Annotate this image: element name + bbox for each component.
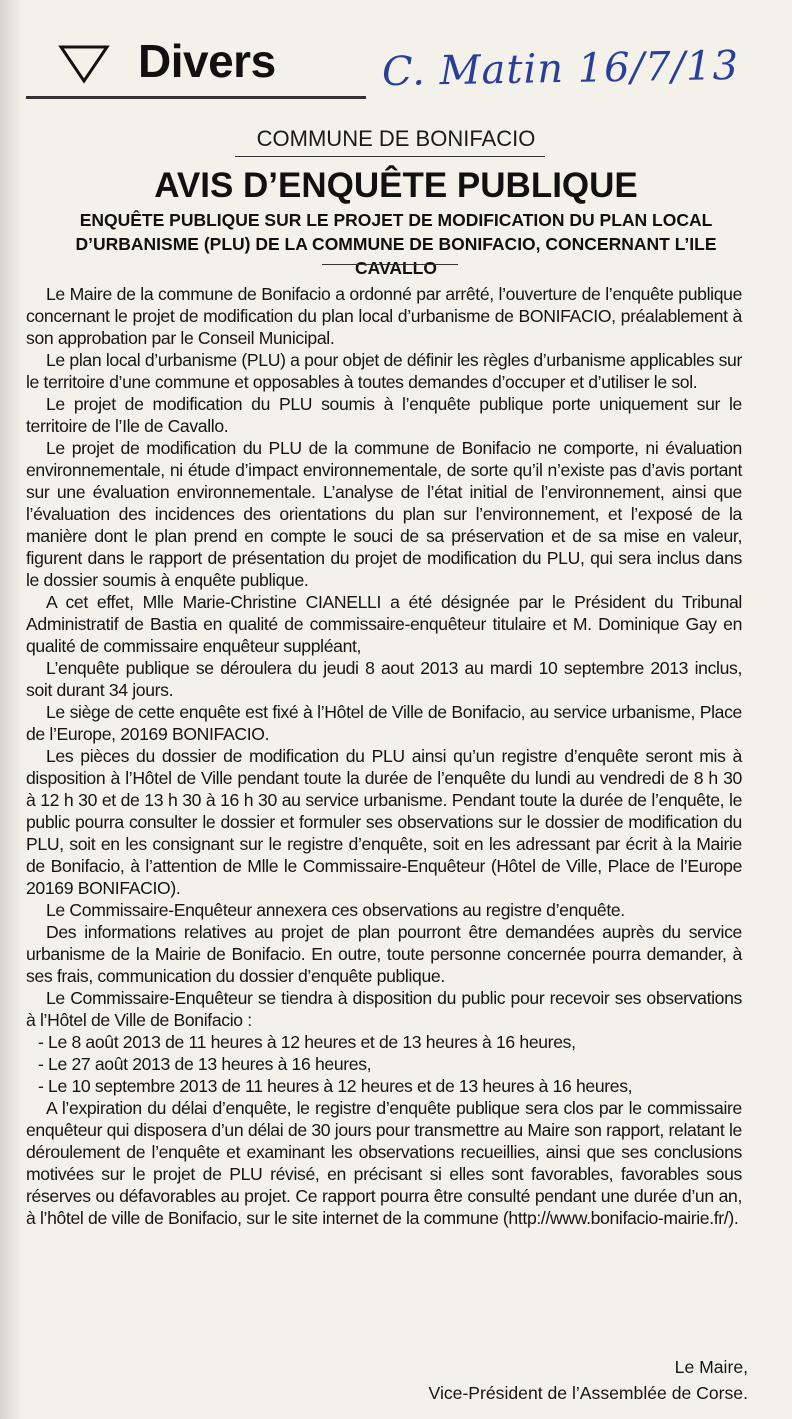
paragraph: Le Commissaire-Enquêteur se tiendra à disposition du public pour recevoir ses observations à l’Hôtel de Ville de Bonifacio :	[26, 988, 742, 1030]
paragraph: Les pièces du dossier de modification du PLU ainsi qu’un registre d’enquête seront mis à disposition à l’Hôtel de Ville pendant toute la durée de l’enquête du lundi au vendredi de 8 h 30 à 12 h 30 et de 13 h 30 à 16 h 30 au service urbanisme. Pendant toute la durée de l’enquête, le public pourra consulter le dossier et formuler ses observations sur le dossier de modification du PLU, soit en les consignant sur le registre d’enquête, soit en les adressant par écrit à la Mairie de Bonifacio, à l’attention de Mlle le Commissaire-Enquêteur (Hôtel de Ville, Place de l’Europe 20169 BONIFACIO).	[26, 746, 742, 898]
paragraph: Le siège de cette enquête est fixé à l’Hôtel de Ville de Bonifacio, au service urbanisme, Place de l’Europe, 20169 BONIFACIO.	[26, 702, 742, 744]
notice-subtitle: ENQUÊTE PUBLIQUE SUR LE PROJET DE MODIFICATION DU PLAN LOCAL D’URBANISME (PLU) DE LA COMMUNE DE BONIFACIO, CONCERNANT L’ILE CAVALLO	[75, 210, 717, 278]
permanence-item: - Le 27 août 2013 de 13 heures à 16 heures,	[38, 1054, 372, 1074]
signature-role: Vice-Président de l’Assemblée de Corse.	[428, 1383, 748, 1403]
paragraph: Des informations relatives au projet de plan pourront être demandées auprès du service urbanisme de la Mairie de Bonifacio. En outre, toute personne concernée pourra demander, à ses frais, communication du dossier d’enquête publique.	[26, 922, 742, 986]
commune-heading: COMMUNE DE BONIFACIO	[256, 126, 536, 151]
permanence-item: - Le 10 septembre 2013 de 11 heures à 12 heures et de 13 heures à 16 heures,	[38, 1076, 633, 1096]
permanence-item: - Le 8 août 2013 de 11 heures à 12 heures et de 13 heures à 16 heures,	[38, 1032, 576, 1052]
paragraph: L’enquête publique se déroulera du jeudi 8 aout 2013 au mardi 10 septembre 2013 inclus, soit durant 34 jours.	[26, 658, 742, 700]
signature-block	[429, 1354, 748, 1406]
notice-body	[26, 283, 742, 1229]
closing-paragraph: A l’expiration du délai d’enquête, le registre d’enquête publique sera clos par le commissaire enquêteur qui disposera d’un délai de 30 jours pour transmettre au Maire son rapport, relatant le déroulement de l’enquête et examinant les observations recueillies, ainsi que ses conclusions motivées sur le projet de PLU révisé, en précisant si elles sont favorables, favorables sous réserves ou défavorables au projet. Ce rapport pourra être consulté pendant une durée d’un an, à l’hôtel de ville de Bonifacio, sur le site internet de la commune (http://www.bonifacio-mairie.fr/).	[26, 1098, 742, 1228]
triangle-down-icon	[58, 44, 110, 84]
commune-rule	[235, 156, 545, 157]
paragraph: Le plan local d’urbanisme (PLU) a pour objet de définir les règles d’urbanisme applicables sur le territoire d’une commune et opposables à toutes demandes d’occuper et d’utiliser le sol.	[26, 350, 742, 392]
paragraph: A cet effet, Mlle Marie-Christine CIANELLI a été désignée par le Président du Tribunal Administratif de Bastia en qualité de commissaire-enquêteur titulaire et M. Dominique Gay en qualité de commissaire enquêteur suppléant,	[26, 592, 742, 656]
section-rule	[26, 96, 366, 99]
subtitle-rule	[322, 264, 458, 265]
section-title: Divers	[138, 35, 276, 87]
scan-edge	[0, 0, 22, 1419]
signature-title: Le Maire,	[674, 1357, 748, 1377]
paragraph: Le projet de modification du PLU soumis à l’enquête publique porte uniquement sur le territoire de l’Ile de Cavallo.	[26, 394, 742, 436]
paragraph: Le Maire de la commune de Bonifacio a ordonné par arrêté, l’ouverture de l’enquête publique concernant le projet de modification du plan local d’urbanisme de BONIFACIO, préalablement à son approbation par le Conseil Municipal.	[26, 284, 742, 348]
notice-title: AVIS D’ENQUÊTE PUBLIQUE	[154, 166, 638, 205]
paragraph: Le projet de modification du PLU de la commune de Bonifacio ne comporte, ni évaluation environnementale, ni étude d’impact environnementale, de sorte qu’il n’existe pas d’avis portant sur une évaluation environnementale. L’analyse de l’état initial de l’environnement, ainsi que l’évaluation des incidences des orientations du plan sur l’environnement, et l’exposé de la manière dont le plan prend en compte le souci de sa préservation et de sa mise en valeur, figurent dans le rapport de présentation du projet de modification du PLU, qui sera inclus dans le dossier soumis à enquête publique.	[26, 438, 742, 590]
handwritten-note: C. Matin 16/7/13	[381, 42, 740, 96]
paragraph: Le Commissaire-Enquêteur annexera ces observations au registre d’enquête.	[46, 900, 625, 920]
